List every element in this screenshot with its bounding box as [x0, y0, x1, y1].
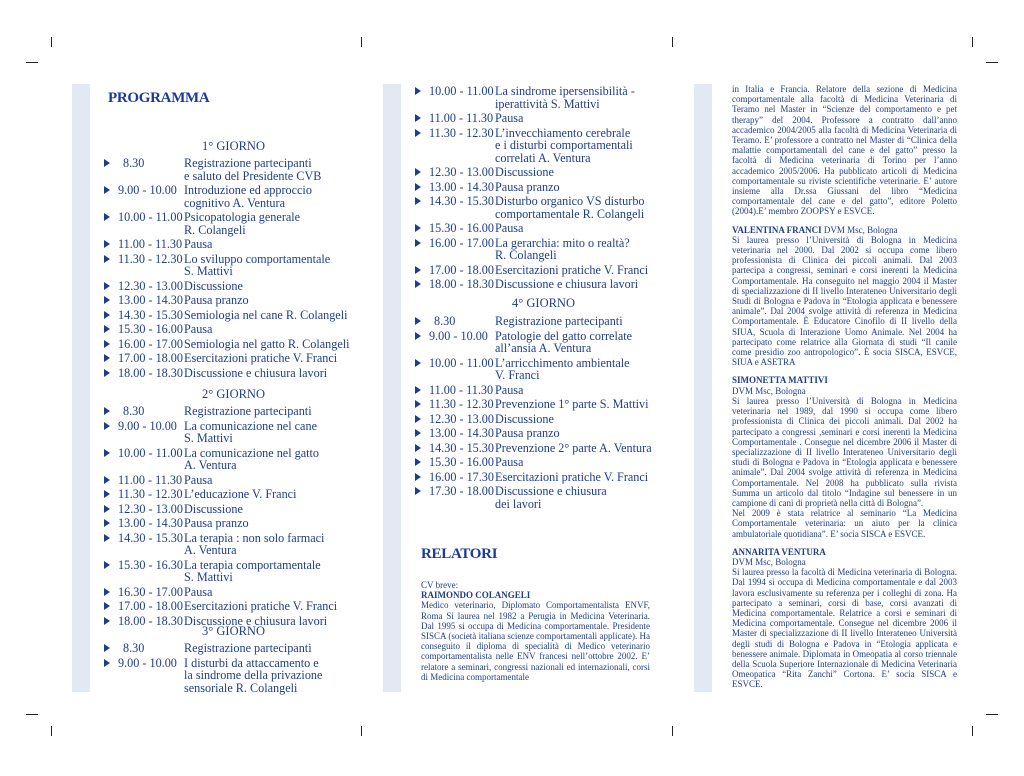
schedule-time: 18.00 - 18.30: [118, 613, 183, 628]
schedule-activity: Semiologia nel cane R. Colangeli: [184, 307, 348, 322]
schedule-time: 18.00 - 18.30: [118, 365, 183, 380]
schedule-time: 13.00 - 14.30: [429, 179, 494, 194]
schedule-time: 11.00 - 11.30: [429, 111, 494, 125]
schedule-time: 8.30: [434, 314, 456, 328]
bullet-arrow-icon: [104, 186, 110, 194]
schedule-activity: la sindrome della privazione: [184, 668, 323, 682]
schedule-activity: Prevenzione 1° parte S. Mattivi: [495, 397, 649, 411]
schedule-time: 14.30 - 15.30: [429, 194, 494, 208]
bullet-arrow-icon: [415, 386, 421, 394]
bullet-arrow-icon: [104, 617, 110, 625]
ventura-title: DVM Msc, Bologna: [732, 556, 806, 567]
schedule-time: 13.00 - 14.30: [118, 293, 183, 307]
franci-name: VALENTINA FRANCI: [732, 224, 822, 235]
schedule-time: 9.00 - 10.00: [429, 328, 488, 343]
bullet-arrow-icon: [104, 476, 110, 484]
bullet-arrow-icon: [104, 561, 110, 569]
schedule-activity: Pausa: [184, 472, 213, 487]
schedule-activity: R. Colangeli: [495, 248, 557, 262]
schedule-activity: Esercitazioni pratiche V. Franci: [495, 262, 649, 277]
schedule-time: 13.00 - 14.30: [118, 516, 183, 530]
schedule-activity: Pausa pranzo: [495, 426, 560, 440]
schedule-activity: Discussione: [495, 411, 554, 426]
bullet-arrow-icon: [415, 266, 421, 274]
schedule-time: 14.30 - 15.30: [429, 440, 494, 455]
column-strip-1: [72, 84, 90, 692]
schedule-time: 10.00 - 11.00: [118, 210, 183, 224]
schedule-activity: Pausa pranzo: [184, 293, 249, 307]
schedule-time: 10.00 - 11.00: [429, 355, 494, 370]
schedule-time: 15.30 - 16.00: [118, 322, 183, 336]
bullet-arrow-icon: [415, 114, 421, 122]
bullet-arrow-icon: [415, 317, 421, 325]
schedule-time: 14.30 - 15.30: [118, 530, 183, 545]
bullet-arrow-icon: [104, 340, 110, 348]
bullet-arrow-icon: [104, 213, 110, 221]
programma-heading: PROGRAMMA: [108, 90, 210, 106]
schedule-activity: Pausa pranzo: [184, 516, 249, 530]
bullet-arrow-icon: [104, 505, 110, 513]
schedule-activity: S. Mattivi: [184, 431, 233, 445]
schedule-time: 11.00 - 11.30: [118, 472, 183, 487]
schedule-activity: Discussione: [184, 278, 243, 293]
mattivi-bio-2: Nel 2009 è stata relatrice al seminario “La Medicina Comportamentale veterinaria: un aiuto per la clinica ambulatoriale quotidiana”. E’ socia SISCA e ESVCE.: [732, 508, 957, 539]
bullet-arrow-icon: [415, 129, 421, 137]
schedule-activity: Pausa pranzo: [495, 179, 560, 194]
mattivi-bio: Si laurea presso l’Università di Bologna in Medicina veterinaria nel 1989, dal 1990 si occupa come libero professionista di Clinica dei piccoli animali. Dal 2002 ha partecipato a congressi ,seminari e corsi inerenti la Medicina Comportamentale . Consegue nel dicembre 2006 il Master di specializzazione di II livello Interateneo Universitario degli studi di Bologna e Padova in “Etologia applicata e benessere animale”. Dal 2004 svolge attività di referenza in Medicina Comportamentale. Nel 2008 ha pubblicato sulla rivista Summa un articolo dal titolo “Indagine sul benessere in un campione di cani di proprietà nella città di Bologna”.: [732, 395, 957, 508]
schedule-time: 16.30 - 17.00: [118, 584, 183, 599]
schedule-activity: Patologie del gatto correlate: [495, 328, 633, 343]
schedule-activity: S. Mattivi: [184, 264, 233, 278]
column-strip-3: [694, 84, 712, 692]
bullet-arrow-icon: [415, 458, 421, 466]
bullet-arrow-icon: [104, 369, 110, 377]
bullet-arrow-icon: [104, 354, 110, 362]
schedule-activity: S. Mattivi: [184, 570, 233, 584]
schedule-time: 16.00 - 17.30: [429, 469, 494, 484]
bullet-arrow-icon: [415, 168, 421, 176]
schedule-activity: Discussione e chiusura lavori: [184, 365, 328, 380]
schedule-time: 14.30 - 15.30: [118, 307, 183, 322]
schedule-activity: Esercitazioni pratiche V. Franci: [184, 599, 338, 613]
schedule-time: 11.30 - 12.30: [118, 251, 183, 266]
schedule-activity: Registrazione partecipanti: [184, 156, 312, 170]
bullet-arrow-icon: [104, 255, 110, 263]
bullet-arrow-icon: [415, 487, 421, 495]
bullet-arrow-icon: [415, 415, 421, 423]
schedule-activity: e i disturbi comportamentali: [495, 138, 633, 152]
relatori-bios: [732, 84, 957, 690]
schedule-time: 12.30 - 13.00: [118, 278, 183, 293]
bullet-arrow-icon: [415, 280, 421, 288]
schedule-time: 12.30 - 13.00: [118, 501, 183, 516]
cv-label: CV breve:: [421, 580, 459, 590]
schedule-activity: I disturbi da attaccamento e: [184, 655, 319, 670]
colangeli-bio-continued: in Italia e Francia. Relatore della sezione di Medicina comportamentale alla facoltà di Medicina Veterinaria di Teramo nel Master in “Scienze del comportamento e pet therapy” del 2004. Professore a contratto dall’anno accademico 2004/2005 alla facoltà di Medicina Veterinaria di Teramo. E’ professore a contratto nel Master di “Clinica della malattie comportamentali del cane e del gatto” presso la facoltà di Medicina veterinaria di Torino per l’anno accademico 2005/2006. Ha pubblicato articoli di Medicina comportamentale su riviste scientifiche veterinarie. E’ autore insieme alla Dr.ssa Giussani del libro “Medicina comportamentale del cane e del gatto”, editore Poletto (2004).E’ membro ZOOPSY e ESVCE.: [732, 84, 957, 217]
schedule-time: 17.00 - 18.00: [118, 351, 183, 365]
schedule-activity: Pausa: [184, 322, 213, 336]
schedule-activity: Registrazione partecipanti: [495, 314, 623, 328]
bullet-arrow-icon: [104, 519, 110, 527]
schedule-time: 10.00 - 11.00: [118, 445, 183, 460]
schedule-time: 8.30: [123, 156, 145, 170]
schedule-time: 11.30 - 12.30: [429, 397, 494, 411]
schedule-activity: Pausa: [184, 584, 213, 599]
schedule-time: 9.00 - 10.00: [118, 418, 177, 433]
schedule-activity: La comunicazione nel gatto: [184, 445, 320, 460]
schedule-activity: Discussione e chiusura lavori: [184, 613, 328, 628]
schedule-time: 11.30 - 12.30: [118, 487, 183, 501]
bullet-arrow-icon: [104, 659, 110, 667]
bullet-arrow-icon: [415, 183, 421, 191]
bullet-arrow-icon: [104, 311, 110, 319]
schedule-time: 9.00 - 10.00: [118, 655, 177, 670]
schedule-activity: Pausa: [184, 237, 213, 251]
ventura-bio: Si laurea presso la facoltà di Medicina veterinaria di Bologna. Dal 1994 si occupa di Medicina comportamentale e dal 2003 lavora esclusivamente su referenza per i colleghi di zona. Ha partecipato a seminari, corsi di base, corsi avanzati di Medicina comportamentale. Relatrice a corsi e seminari di Medicina comportamentale. Consegue nel dicembre 2006 il Master di specializzazione di II livello Interateneo Università degli studi di Bologna e Padova in “Etologia applicata e benessere animale. Diplomata in Omeopatia al corso triennale della Scuola Superiore Internazionale di Medicina Veterinaria Omeopatica “Rita Zanchi” Cortona. E’ socia SISCA e ESVCE.: [732, 567, 957, 690]
schedule-activity: Psicopatologia generale: [184, 210, 301, 224]
schedule-activity: all’ansia A. Ventura: [495, 341, 592, 355]
schedule-time: 12.30 - 13.00: [429, 165, 494, 179]
schedule-time: 15.30 - 16.00: [429, 221, 494, 235]
schedule-activity: iperattività S. Mattivi: [495, 96, 600, 111]
bullet-arrow-icon: [104, 325, 110, 333]
bullet-arrow-icon: [415, 429, 421, 437]
schedule-activity: Pausa: [495, 455, 524, 469]
schedule-activity: La terapia comportamentale: [184, 557, 321, 572]
day-heading: 3° GIORNO: [202, 624, 265, 638]
schedule-time: 13.00 - 14.30: [429, 426, 494, 440]
bullet-arrow-icon: [104, 602, 110, 610]
colangeli-cv: [421, 580, 650, 682]
schedule-activity: correlati A. Ventura: [495, 150, 591, 165]
day-heading: 4° GIORNO: [512, 296, 575, 310]
schedule-activity: L’arricchimento ambientale: [495, 355, 630, 370]
bullet-arrow-icon: [104, 490, 110, 498]
schedule-activity: Discussione: [495, 165, 554, 179]
day-heading: 2° GIORNO: [202, 387, 265, 401]
schedule-activity: Discussione: [184, 501, 243, 516]
schedule-activity: cognitivo A. Ventura: [184, 195, 285, 210]
column-strip-2: [383, 84, 401, 692]
schedule-activity: A. Ventura: [184, 458, 237, 472]
schedule-activity: R. Colangeli: [184, 222, 246, 237]
schedule-activity: Semiologia nel gatto R. Colangeli: [184, 336, 350, 351]
bullet-arrow-icon: [415, 224, 421, 232]
schedule-time: 16.00 - 17.00: [118, 336, 183, 351]
schedule-activity: Registrazione partecipanti: [184, 641, 312, 655]
schedule-activity: La terapia : non solo farmaci: [184, 530, 325, 545]
mattivi-title: DVM Msc, Bologna: [732, 385, 806, 396]
franci-title: DVM Msc, Bologna: [821, 224, 898, 235]
schedule-activity: Discussione e chiusura lavori: [495, 277, 639, 291]
bullet-arrow-icon: [104, 422, 110, 430]
schedule-activity: La gerarchia: mito o realtà?: [495, 235, 630, 250]
bullet-arrow-icon: [104, 644, 110, 652]
mattivi-name: SIMONETTA MATTIVI: [732, 375, 828, 386]
schedule-activity: La sindrome ipersensibilità -: [495, 84, 635, 98]
schedule-time: 17.00 - 18.00: [429, 262, 494, 277]
schedule-activity: e saluto del Presidente CVB: [184, 168, 322, 183]
schedule-activity: dei lavori: [495, 496, 542, 511]
bullet-arrow-icon: [104, 159, 110, 167]
ventura-name: ANNARITA VENTURA: [732, 546, 826, 557]
bullet-arrow-icon: [415, 400, 421, 408]
bullet-arrow-icon: [104, 588, 110, 596]
schedule-activity: L’invecchiamento cerebrale: [495, 125, 631, 140]
bullet-arrow-icon: [104, 296, 110, 304]
schedule-time: 11.00 - 11.30: [429, 382, 494, 397]
bullet-arrow-icon: [415, 444, 421, 452]
schedule-time: 18.00 - 18.30: [429, 277, 494, 291]
schedule-activity: Pausa: [495, 382, 524, 397]
colangeli-name: RAIMONDO COLANGELI: [421, 590, 531, 601]
schedule-activity: Introduzione ed approccio: [184, 183, 312, 197]
colangeli-bio: Medico veterinario, Diplomato Comportamentalista ENVF, Roma Si laurea nel 1982 a Perugia in Medicina Veterinaria. Dal 1995 si occupa di Medicina comportamentale. Presidente SISCA (società italiana scienze comportamentali applicate). Ha conseguito il diploma di specialità di Medico veterinario comportamentalista nelle ENV francesi nell’ottobre 2002. E’ relatore a seminari, congressi nazionali ed internazionali, corsi di Medicina comportamentale: [421, 600, 650, 682]
franci-header: [732, 225, 957, 235]
schedule-activity: A. Ventura: [184, 543, 237, 557]
schedule-activity: Discussione e chiusura: [495, 484, 607, 498]
bullet-arrow-icon: [415, 473, 421, 481]
schedule-time: 16.00 - 17.00: [429, 235, 494, 250]
bullet-arrow-icon: [415, 197, 421, 205]
schedule-time: 10.00 - 11.00: [429, 84, 494, 98]
schedule-time: 8.30: [123, 641, 145, 655]
relatori-heading: RELATORI: [421, 546, 498, 562]
bullet-arrow-icon: [104, 240, 110, 248]
day-heading: 1° GIORNO: [202, 139, 265, 153]
schedule-activity: comportamentale R. Colangeli: [495, 206, 645, 221]
bullet-arrow-icon: [415, 332, 421, 340]
schedule-activity: Esercitazioni pratiche V. Franci: [184, 351, 338, 365]
schedule-activity: La comunicazione nel cane: [184, 418, 317, 433]
bullet-arrow-icon: [104, 407, 110, 415]
schedule-activity: Registrazione partecipanti: [184, 404, 312, 418]
schedule-activity: Pausa: [495, 221, 524, 235]
schedule-activity: V. Franci: [495, 368, 540, 382]
schedule-activity: Lo sviluppo comportamentale: [184, 251, 331, 266]
schedule-time: 12.30 - 13.00: [429, 411, 494, 426]
schedule-activity: L’educazione V. Franci: [184, 487, 297, 501]
bullet-arrow-icon: [415, 239, 421, 247]
schedule-time: 11.30 - 12.30: [429, 125, 494, 140]
schedule-activity: Pausa: [495, 111, 524, 125]
schedule-time: 17.00 - 18.00: [118, 599, 183, 613]
bullet-arrow-icon: [104, 534, 110, 542]
schedule-time: 9.00 - 10.00: [118, 183, 177, 197]
schedule-activity: sensoriale R. Colangeli: [184, 680, 298, 695]
franci-bio: Si laurea presso l’Università di Bologna in Medicina veterinaria nel 2000. Dal 2002 si occupa come libero professionista di Clinica dei piccoli animali. Dal 2003 partecipa a congressi, seminari e corsi inerenti la Medicina Comportamentale. Ha conseguito nel maggio 2004 il Master di specializzazione di II livello Interateneo Universitario degli Studi di Bologna e Padova in “Etologia applicata e benessere animale”. Dal 2004 svolge attività di referenza in Medicina Comportamentale. È Educatore Cinofilo di II livello della SIUA, Scuola di Interazione Uomo Animale. Nel 2004 ha partecipato come relatrice alla Giornata di studi “Il canile come presidio zoo antropologico”. È socia SISCA, ESVCE, SIUA e ASETRA: [732, 234, 957, 368]
schedule-activity: Esercitazioni pratiche V. Franci: [495, 469, 649, 484]
bullet-arrow-icon: [104, 449, 110, 457]
schedule-activity: Prevenzione 2° parte A. Ventura: [495, 440, 652, 455]
bullet-arrow-icon: [104, 282, 110, 290]
schedule-activity: Disturbo organico VS disturbo: [495, 194, 645, 208]
bullet-arrow-icon: [415, 359, 421, 367]
schedule-time: 11.00 - 11.30: [118, 237, 183, 251]
schedule-time: 15.30 - 16.00: [429, 455, 494, 469]
schedule-time: 8.30: [123, 404, 145, 418]
bullet-arrow-icon: [415, 87, 421, 95]
schedule-time: 15.30 - 16.30: [118, 557, 183, 572]
schedule-time: 17.30 - 18.00: [429, 484, 494, 498]
